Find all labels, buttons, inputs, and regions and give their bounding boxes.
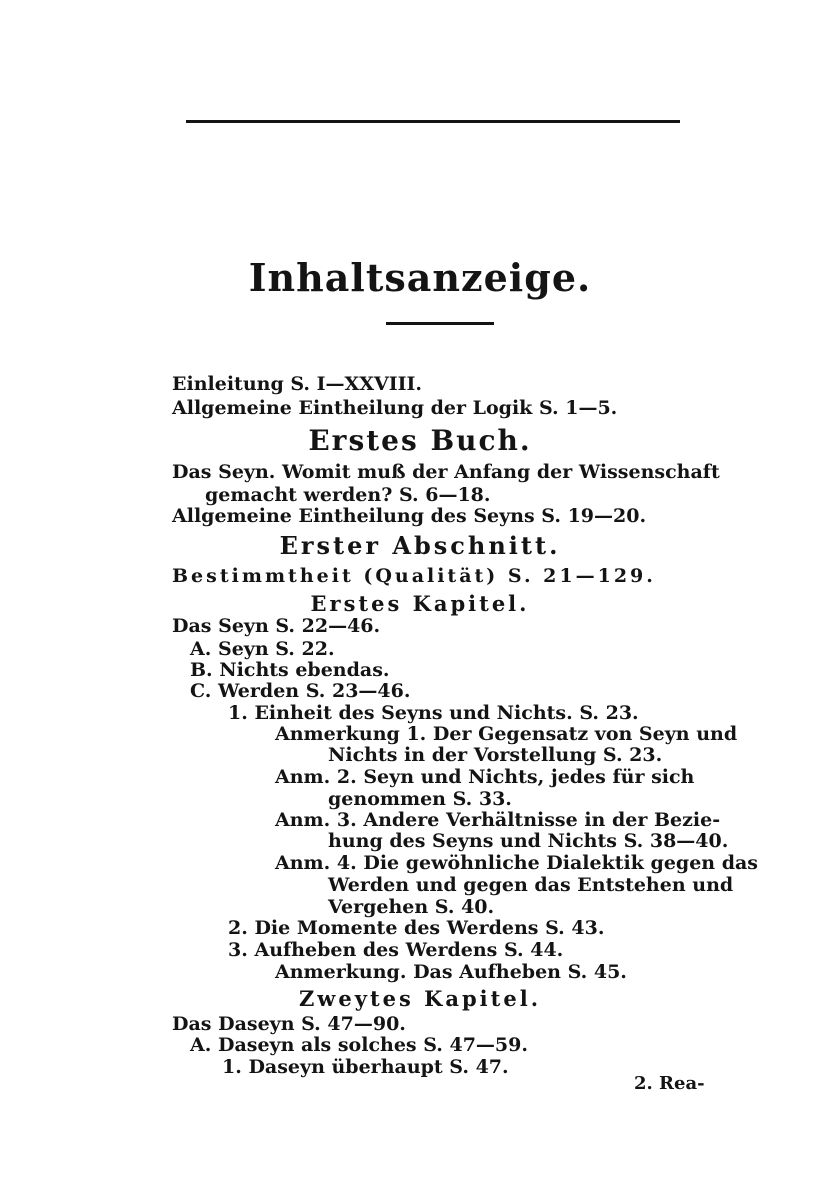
- toc-entry-daseyn-ueberhaupt: 1. Daseyn überhaupt S. 47.: [222, 1056, 509, 1078]
- toc-entry-eintheilung-seyn: Allgemeine Eintheilung des Seyns S. 19—20.: [172, 505, 647, 527]
- toc-entry-das-seyn: Das Seyn. Womit muß der Anfang der Wissenschaft: [172, 461, 720, 483]
- toc-entry-bestimmtheit: Bestimmtheit (Qualität) S. 21—129.: [172, 565, 656, 587]
- toc-entry-aufheben: 3. Aufheben des Werdens S. 44.: [228, 939, 564, 961]
- catchword: 2. Rea-: [634, 1073, 705, 1094]
- toc-entry-anmerkung-1-cont: Nichts in der Vorstellung S. 23.: [328, 744, 663, 766]
- toc-entry-das-seyn-ch1: Das Seyn S. 22—46.: [172, 615, 381, 637]
- toc-entry-einleitung: Einleitung S. I—XXVIII.: [172, 373, 423, 395]
- chapter-heading-1: Erstes Kapitel.: [310, 591, 530, 616]
- toc-entry-anm-3: Anm. 3. Andere Verhältnisse in der Bezie-: [275, 809, 721, 831]
- top-rule: [186, 120, 680, 123]
- toc-entry-anmerkung-1: Anmerkung 1. Der Gegensatz von Seyn und: [275, 723, 738, 745]
- toc-entry-daseyn: Das Daseyn S. 47—90.: [172, 1013, 406, 1035]
- toc-entry-anm-4-cont2: Vergehen S. 40.: [328, 896, 495, 918]
- toc-entry-eintheilung-logik: Allgemeine Eintheilung der Logik S. 1—5.: [172, 397, 618, 419]
- book-heading: Erstes Buch.: [308, 424, 532, 457]
- toc-entry-das-seyn-cont: gemacht werden? S. 6—18.: [205, 484, 491, 506]
- toc-entry-anm-4-cont: Werden und gegen das Entstehen und: [328, 874, 734, 896]
- toc-entry-b-nichts: B. Nichts ebendas.: [190, 659, 390, 681]
- toc-entry-anm-2: Anm. 2. Seyn und Nichts, jedes für sich: [275, 766, 695, 788]
- toc-entry-einheit: 1. Einheit des Seyns und Nichts. S. 23.: [228, 702, 639, 724]
- toc-entry-c-werden: C. Werden S. 23—46.: [190, 680, 411, 702]
- toc-entry-anm-2-cont: genommen S. 33.: [328, 788, 512, 810]
- toc-entry-a-daseyn: A. Daseyn als solches S. 47—59.: [190, 1034, 528, 1056]
- toc-entry-momente: 2. Die Momente des Werdens S. 43.: [228, 917, 605, 939]
- page-title: Inhaltsanzeige.: [248, 255, 592, 300]
- title-rule: [386, 322, 494, 325]
- toc-entry-anm-4: Anm. 4. Die gewöhnliche Dialektik gegen das: [275, 852, 759, 874]
- toc-entry-anm-3-cont: hung des Seyns und Nichts S. 38—40.: [328, 830, 729, 852]
- toc-entry-anmerkung-aufheben: Anmerkung. Das Aufheben S. 45.: [275, 961, 627, 983]
- section-heading: Erster Abschnitt.: [279, 531, 561, 560]
- chapter-heading-2: Zweytes Kapitel.: [298, 986, 542, 1011]
- toc-entry-a-seyn: A. Seyn S. 22.: [190, 638, 335, 660]
